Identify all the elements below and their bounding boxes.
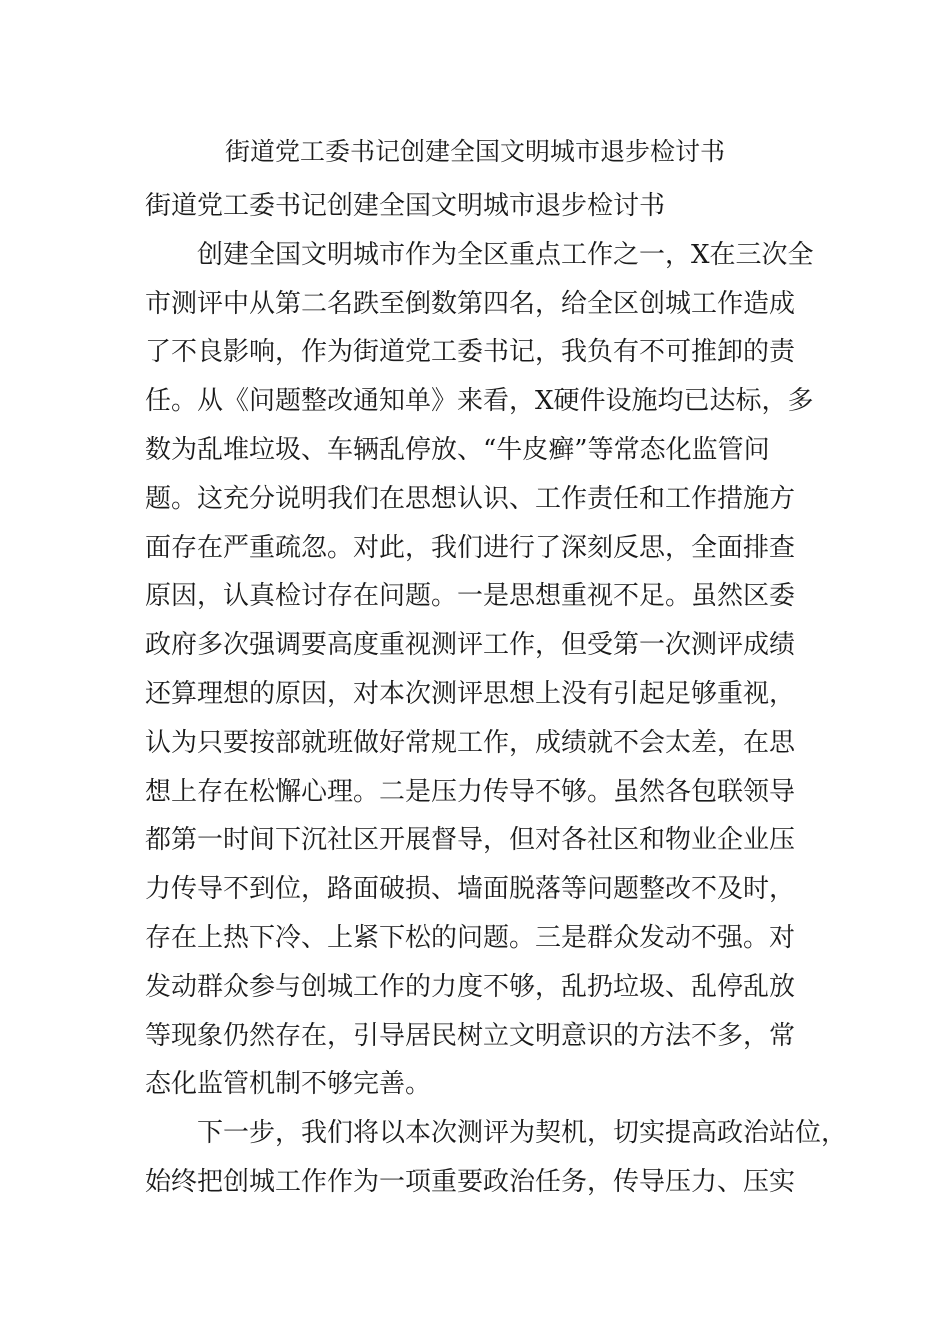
subtitle-line: 街道党工委书记创建全国文明城市退步检讨书 [145,191,666,221]
body-line: 都第一时间下沉社区开展督导，但对各社区和物业企业压 [145,825,796,856]
body-line: 态化监管机制不够完善。 [145,1069,432,1100]
body-line: 政府多次强调要高度重视测评工作，但受第一次测评成绩 [145,630,796,661]
body-line: 面存在严重疏忽。对此，我们进行了深刻反思，全面排查 [145,532,796,563]
document-title: 街道党工委书记创建全国文明城市退步检讨书 [224,137,725,166]
body-line: 力传导不到位，路面破损、墙面脱落等问题整改不及时， [145,874,796,905]
body-line: 原因，认真检讨存在问题。一是思想重视不足。虽然区委 [145,581,796,612]
body-line: 数为乱堆垃圾、车辆乱停放、“牛皮癣”等常态化监管问 [145,434,770,465]
body-line: 发动群众参与创城工作的力度不够，乱扔垃圾、乱停乱放 [145,971,796,1002]
body-line: 始终把创城工作作为一项重要政治任务，传导压力、压实 [145,1166,796,1197]
document-body [145,182,848,1207]
body-line: 创建全国文明城市作为全区重点工作之一，X在三次全 [145,239,814,270]
body-line: 想上存在松懈心理。二是压力传导不够。虽然各包联领导 [145,776,796,807]
body-line: 下一步，我们将以本次测评为契机，切实提高政治站位， [145,1118,848,1149]
body-line: 了不良影响，作为街道党工委书记，我负有不可推卸的责 [145,337,796,368]
body-line: 任。从《问题整改通知单》来看，X硬件设施均已达标，多 [145,386,814,417]
body-line: 还算理想的原因，对本次测评思想上没有引起足够重视， [145,678,796,709]
body-line: 题。这充分说明我们在思想认识、工作责任和工作措施方 [145,483,796,514]
body-line: 认为只要按部就班做好常规工作，成绩就不会太差，在思 [145,727,796,758]
body-line: 等现象仍然存在，引导居民树立文明意识的方法不多，常 [145,1020,796,1051]
body-line: 市测评中从第二名跌至倒数第四名，给全区创城工作造成 [145,288,796,319]
body-line: 存在上热下冷、上紧下松的问题。三是群众发动不强。对 [145,922,796,953]
